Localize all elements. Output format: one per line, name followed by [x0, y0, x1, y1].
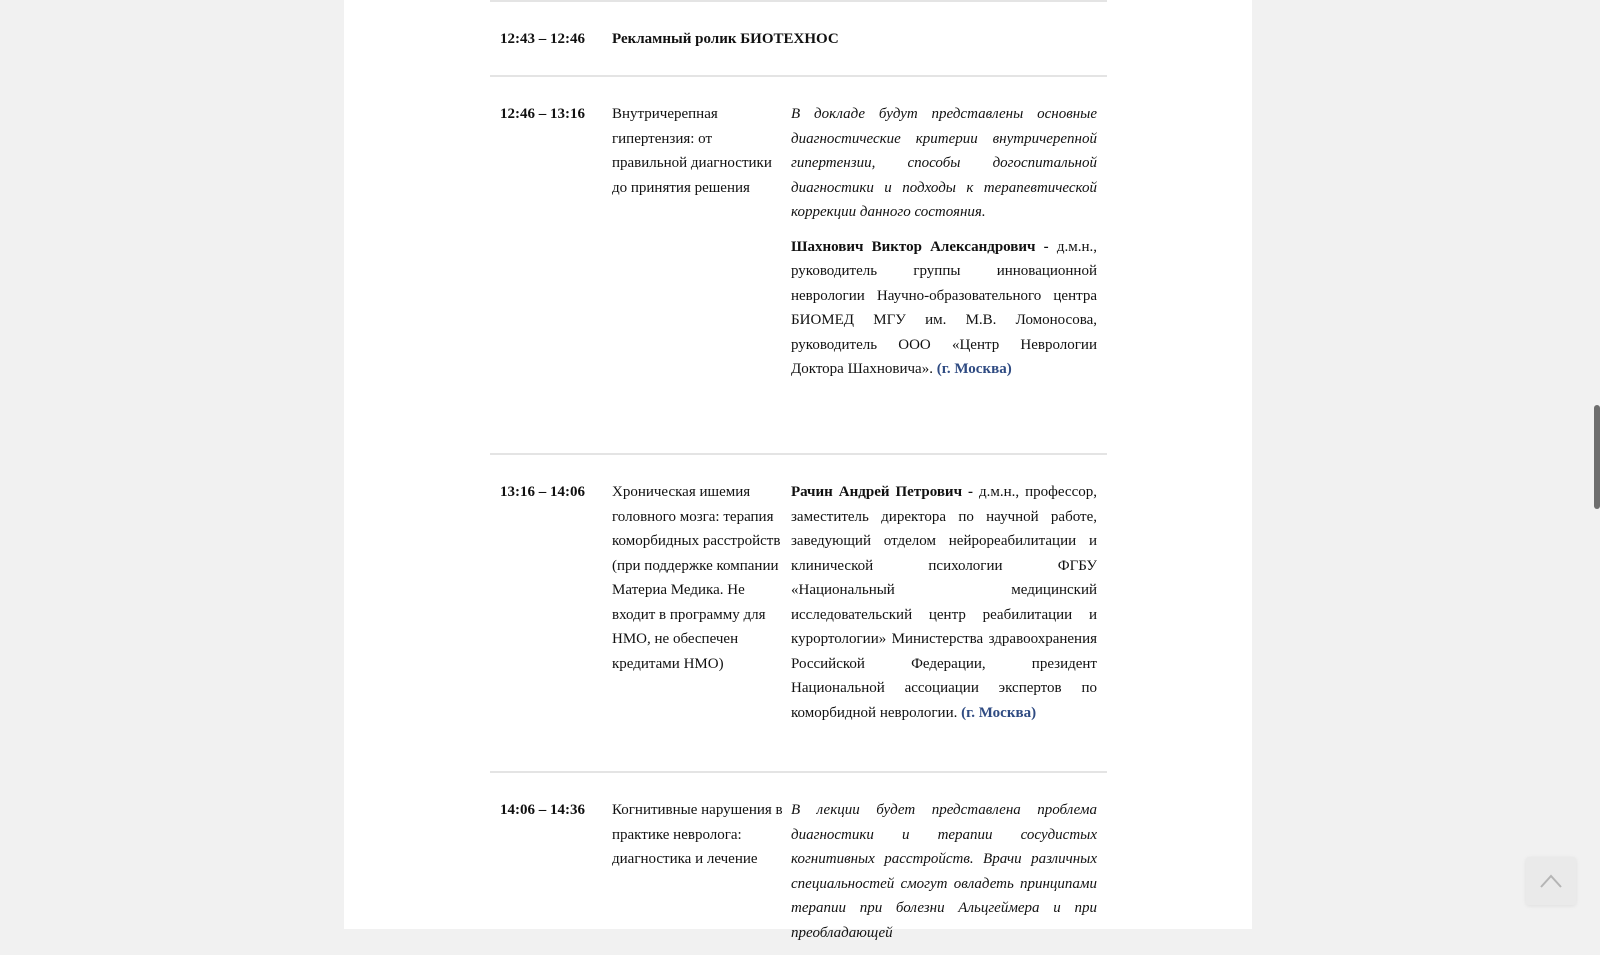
chevron-up-icon	[1539, 871, 1563, 891]
speaker-block	[791, 480, 1097, 725]
schedule-row	[490, 771, 1107, 941]
schedule-table	[490, 0, 1107, 941]
speaker-name: Шахнович Виктор Александрович -	[791, 238, 1049, 255]
session-description	[783, 480, 1107, 725]
session-time: 13:16 – 14:06	[500, 484, 585, 500]
speaker-block	[791, 235, 1097, 382]
speaker-city: (г. Москва)	[936, 361, 1012, 377]
session-abstract: В лекции будет представлена проблема диагностики и терапии сосудистых когнитивных расстройств. Врачи различных специальностей смогут овладеть принципами терапии при болезни Альцгеймера и при преобладающей	[791, 802, 1097, 941]
session-description	[783, 798, 1107, 955]
session-time: 14:06 – 14:36	[500, 802, 585, 818]
schedule-row	[490, 0, 1107, 75]
speaker-name: Рачин Андрей Петрович -	[791, 484, 974, 500]
scroll-to-top-button[interactable]	[1526, 857, 1576, 905]
session-time: 12:46 – 13:16	[500, 106, 585, 122]
session-topic: Внутричерепная гипертензия: от правильной диагностики до принятия решения	[612, 106, 772, 196]
scrollbar-track[interactable]	[1592, 0, 1600, 929]
session-description	[783, 102, 1107, 382]
scrollbar-thumb[interactable]	[1594, 405, 1600, 509]
session-topic: Рекламный ролик БИОТЕХНОС	[612, 31, 839, 47]
session-topic: Хроническая ишемия головного мозга: терапия коморбидных расстройств (при поддержке компании Материа Медика. Не входит в программу для НМО, не обеспечен кредитами НМО)	[612, 484, 781, 672]
session-topic: Когнитивные нарушения в практике невролога: диагностика и лечение	[612, 802, 783, 867]
speaker-info: д.м.н., профессор, заместитель директора по научной работе, заведующий отделом нейрореабилитации и клинической психологии ФГБУ «Национальный медицинский исследовательский центр реабилитации и курортологии» Министерства здравоохранения Российской Федерации, президент Национальной ассоциации экспертов по коморбидной неврологии.	[791, 484, 1098, 721]
schedule-row	[490, 453, 1107, 771]
schedule-row	[490, 75, 1107, 453]
page-content	[344, 0, 1252, 941]
speaker-info: д.м.н., руководитель группы инновационной неврологии Научно-образовательного центра БИОМЕД МГУ им. М.В. Ломоносова, руководитель ООО «Центр Неврологии Доктора Шахновича».	[791, 238, 1097, 377]
session-time: 12:43 – 12:46	[500, 31, 585, 47]
speaker-city: (г. Москва)	[961, 704, 1037, 721]
session-abstract: В докладе будут представлены основные диагностические критерии внутричерепной гипертензии, способы догоспитальной диагностики и подходы к терапевтической коррекции данного состояния.	[791, 106, 1097, 220]
